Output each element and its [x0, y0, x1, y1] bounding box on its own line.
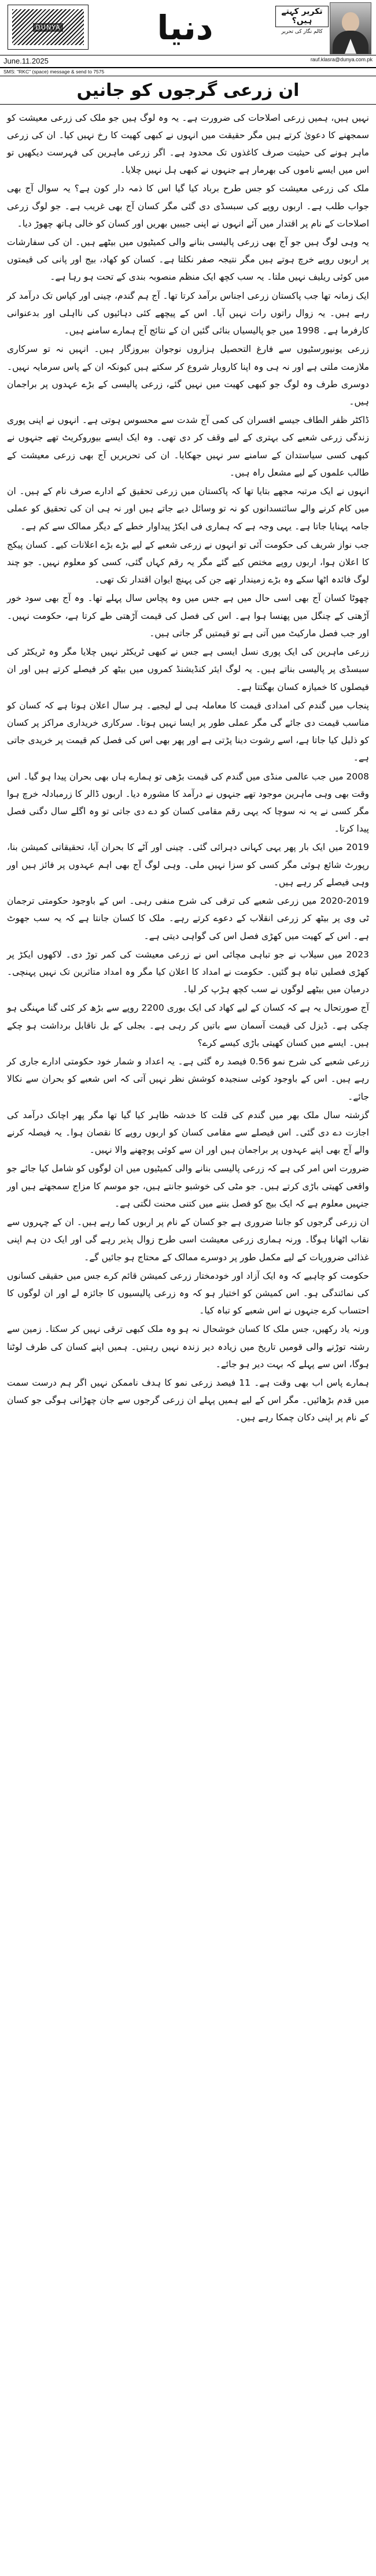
article-paragraph: زرعی یونیورسٹیوں سے فارغ التحصیل ہزاروں نوجوان بیروزگار ہیں۔ انہیں نہ تو سرکاری ملازمت ملتی ہے اور نہ ہی وہ اپنا کاروبار شروع کر سکتے ہیں کیونکہ ان کے پاس سرمایہ نہیں۔ دوسری طرف وہ لوگ جو کبھی کھیت میں نہیں گئے، زرعی پالیسی کے بڑے عہدوں پر براجمان ہیں۔: [7, 344, 369, 407]
masthead: [0, 0, 376, 55]
article-paragraph: زرعی شعبے کی شرح نمو 0.56 فیصد رہ گئی ہے۔ یہ اعداد و شمار خود حکومتی ادارے جاری کر رہے ہیں۔ اس کے باوجود کوئی سنجیدہ کوشش نظر نہیں آتی کہ اس شعبے کو بحران سے نکالا جائے۔: [7, 1056, 369, 1102]
article-paragraph: ایک زمانہ تھا جب پاکستان زرعی اجناس برآمد کرتا تھا۔ آج ہم گندم، چینی اور کپاس تک درآمد کر رہے ہیں۔ یہ زوال راتوں رات نہیں آیا۔ اس کے پیچھے کئی دہائیوں کی نااہلی اور بدعنوانی کارفرما ہے۔ 1998 میں جو پالیسیاں بنائی گئیں ان کے نتائج آج ہمارے سامنے ہیں۔: [7, 290, 369, 336]
article-paragraph: یہ وہی لوگ ہیں جو آج بھی زرعی پالیسی بنانے والی کمیٹیوں میں بیٹھے ہیں۔ ان کی سفارشات پر اربوں روپے خرچ ہوتے ہیں مگر نتیجہ صفر نکلتا ہے۔ کسان کو کھاد، بیج اور پانی کی قیمتوں میں کوئی ریلیف نہیں ملتا۔ یہ سب کچھ ایک منظم منصوبہ بندی کے تحت ہو رہا ہے۔: [7, 237, 369, 283]
author-photo: [330, 2, 371, 54]
article-paragraph: گزشتہ سال ملک بھر میں گندم کی قلت کا خدشہ ظاہر کیا گیا تھا مگر پھر اچانک درآمد کی اجازت دے دی گئی۔ اس فیصلے سے مقامی کسان کو اربوں روپے کا نقصان ہوا۔ یہ فیصلہ کرنے والے آج بھی اپنے عہدوں پر براجمان ہیں اور ان سے کوئی پوچھنے والا نہیں۔: [7, 1109, 369, 1156]
article-paragraph: ورنہ یاد رکھیں، جس ملک کا کسان خوشحال نہ ہو وہ ملک کبھی ترقی نہیں کر سکتا۔ زمین سے رشتہ توڑنے والی قومیں تاریخ میں زیادہ دیر زندہ نہیں رہتیں۔ ہمیں اپنے کسان کی طرف لوٹنا ہوگا، اس سے پہلے کہ بہت دیر ہو جائے۔: [7, 1324, 369, 1369]
article-paragraph: آج صورتحال یہ ہے کہ کسان کے لیے کھاد کی ایک بوری 2200 روپے سے بڑھ کر کئی گنا مہنگی ہو چکی ہے۔ ڈیزل کی قیمت آسمان سے باتیں کر رہی ہے۔ بجلی کے بل ناقابل برداشت ہو چکے ہیں۔ ایسے میں کسان کھیتی باڑی کیسے کرے؟: [7, 1003, 369, 1048]
article-paragraph: ان زرعی گرجوں کو جاننا ضروری ہے جو کسان کے نام پر اربوں کما رہے ہیں۔ ان کے چہروں سے نقاب اٹھانا ہوگا۔ ورنہ ہماری زرعی معیشت اسی طرح زوال پذیر رہے گی اور ایک دن ہم اپنی غذائی ضروریات کے لیے مکمل طور پر دوسرے ممالک کے محتاج ہو جائیں گے۔: [7, 1217, 369, 1263]
publication-logo-graphic: [12, 9, 84, 45]
sms-instruction: SMS: "RKC" (space) message & send to 7575: [0, 68, 376, 76]
author-photo-head: [342, 12, 359, 32]
masthead-author-area: [272, 1, 374, 54]
article-paragraph: 2019 میں ایک بار پھر یہی کہانی دہرائی گئی۔ چینی اور آٹے کا بحران آیا، تحقیقاتی کمیشن بنا، رپورٹ شائع ہوئی مگر کسی کو سزا نہیں ملی۔ وہی لوگ آج بھی اہم عہدوں پر فائز ہیں اور وہی فیصلے کر رہے ہیں۔: [7, 842, 369, 888]
article-paragraph: 2020-2019 میں زرعی شعبے کی ترقی کی شرح منفی رہی۔ اس کے باوجود حکومتی ترجمان ٹی وی پر بیٹھ کر زرعی انقلاب کے دعوے کرتے رہے۔ ملک کا کسان جانتا ہے کہ یہ سب جھوٹ ہے۔ اس کے کھیت میں کھڑی فصل اس کی گواہی دیتی ہے۔: [7, 896, 369, 941]
column-badge-sub: کالم نگار کی تحریر: [281, 29, 323, 35]
masthead-title-area: [98, 1, 272, 54]
page-title: ان زرعی گرجوں کو جانیں: [0, 76, 376, 105]
masthead-logo-area: [5, 2, 91, 52]
publication-logo-text: DUNYA: [33, 23, 62, 32]
article-paragraph: پنجاب میں گندم کی امدادی قیمت کا معاملہ ہی لے لیجیے۔ ہر سال اعلان ہوتا ہے کہ کسان کو مناسب قیمت دی جائے گی مگر عملی طور پر ایسا نہیں ہوتا۔ سرکاری خریداری مراکز پر کسان کو ذلیل کیا جاتا ہے، اسے رشوت دینا پڑتی ہے اور پھر بھی اس کی فصل کم قیمت پر خریدی جاتی ہے۔: [7, 700, 369, 763]
article-paragraph: ملک کی زرعی معیشت کو جس طرح برباد کیا گیا اس کا ذمہ دار کون ہے؟ یہ سوال آج بھی جواب طلب ہے۔ اربوں روپے کی سبسڈی دی گئی مگر کسان آج بھی غریب ہے۔ جو لوگ زرعی اصلاحات کے نام پر اقتدار میں آئے انہوں نے اپنی جیبیں بھریں اور کسان کو خالی ہاتھ چھوڑ دیا۔: [7, 183, 369, 229]
column-badge-box: [275, 6, 329, 35]
article-paragraph: ضرورت اس امر کی ہے کہ زرعی پالیسی بنانے والی کمیٹیوں میں ان لوگوں کو شامل کیا جائے جو واقعی کھیتی باڑی کرتے ہیں۔ جو مٹی کی خوشبو جانتے ہیں، جو موسم کا مزاج سمجھتے ہیں اور جنہیں معلوم ہے کہ ایک بیج کو فصل بننے میں کتنی محنت لگتی ہے۔: [7, 1163, 369, 1209]
publication-date: June.11.2025: [3, 57, 49, 65]
contact-block: [311, 57, 373, 62]
article-paragraph: 2008 میں جب عالمی منڈی میں گندم کی قیمت بڑھی تو ہمارے ہاں بھی بحران پیدا ہو گیا۔ اس وقت بھی وہی ماہرین موجود تھے جنہوں نے درآمد کا مشورہ دیا۔ اربوں ڈالر کا زرمبادلہ خرچ ہوا مگر کسی نے یہ نہ سوچا کہ یہی رقم مقامی کسان کو دے دی جاتی تو وہ اگلے سال دگنی فصل پیدا کرتا۔: [7, 771, 369, 834]
article-paragraph: چھوٹا کسان آج بھی اسی حال میں ہے جس میں وہ پچاس سال پہلے تھا۔ وہ آج بھی سود خور آڑھتی کے چنگل میں پھنسا ہوا ہے۔ اس کی فصل کی قیمت آڑھتی طے کرتا ہے، حکومت نہیں۔ اور جب فصل مارکیٹ میں آتی ہے تو قیمتیں گر جاتی ہیں۔: [7, 593, 369, 639]
article-paragraph: جب نواز شریف کی حکومت آئی تو انہوں نے زرعی شعبے کے لیے بڑے بڑے اعلانات کیے۔ کسان پیکج کا اعلان ہوا، اربوں روپے مختص کیے گئے مگر یہ رقم کہاں گئی، کسی کو معلوم نہیں۔ جو چند لوگ فائدہ اٹھا سکے وہ بڑے زمیندار تھے جن کی پہنچ ایوان اقتدار تک تھی۔: [7, 539, 369, 585]
publication-name: دنیا: [157, 8, 213, 47]
author-email[interactable]: rauf.klasra@dunya.com.pk: [310, 57, 373, 62]
article-paragraph: زرعی ماہرین کی ایک پوری نسل ایسی ہے جس نے کبھی ٹریکٹر نہیں چلایا مگر وہ ٹریکٹر کی سبسڈی پر پالیسی بناتے ہیں۔ یہ لوگ ایئر کنڈیشنڈ کمروں میں بیٹھ کر فیصلے کرتے ہیں اور ان فیصلوں کا خمیازہ کسان بھگتتا ہے۔: [7, 647, 369, 692]
publication-logo-box: [8, 5, 89, 50]
article-paragraph: 2023 میں سیلاب نے جو تباہی مچائی اس نے زرعی معیشت کی کمر توڑ دی۔ لاکھوں ایکڑ پر کھڑی فصلیں تباہ ہو گئیں۔ حکومت نے امداد کا اعلان کیا مگر وہ امداد متاثرین تک نہیں پہنچی۔ درمیان میں بیٹھے لوگوں نے سب کچھ ہڑپ کر لیا۔: [7, 949, 369, 995]
article-paragraph: انہوں نے ایک مرتبہ مجھے بتایا تھا کہ پاکستان میں زرعی تحقیق کے ادارے صرف نام کے ہیں۔ ان میں کام کرنے والے سائنسدانوں کو نہ تو وسائل دیے جاتے ہیں اور نہ ہی ان کی تحقیق کو عملی جامہ پہنایا جاتا ہے۔ یہی وجہ ہے کہ ہماری فی ایکڑ پیداوار خطے کے دیگر ممالک سے کم ہے۔: [7, 486, 369, 532]
article-paragraph: نہیں ہیں، ہمیں زرعی اصلاحات کی ضرورت ہے۔ یہ وہ لوگ ہیں جو ملک کی زرعی معیشت کو سمجھنے کا دعویٰ کرتے ہیں مگر حقیقت میں انہوں نے کبھی کھیت کا رخ نہیں کیا۔ ان کی زرعی ماہر ہونے کی حیثیت صرف کاغذوں تک محدود ہے۔ اگر زرعی ماہرین کی فہرست دیکھیں تو اس میں ایسے ناموں کی بھرمار ہے جنہوں نے کبھی ہل نہیں چلایا۔: [7, 112, 369, 176]
article-paragraph: ہمارے پاس اب بھی وقت ہے۔ 11 فیصد زرعی نمو کا ہدف ناممکن نہیں اگر ہم درست سمت میں قدم بڑھائیں۔ مگر اس کے لیے ہمیں پہلے ان زرعی گرجوں سے جان چھڑانی ہوگی جو کسان کے نام پر اپنی دکان چمکا رہے ہیں۔: [7, 1378, 369, 1423]
info-bar: [0, 55, 376, 68]
column-badge-label: تکریر کہتے ہیں؟: [275, 6, 329, 27]
article-paragraph: ڈاکٹر ظفر الطاف جیسے افسران کی کمی آج شدت سے محسوس ہوتی ہے۔ انہوں نے اپنی پوری زندگی زرعی شعبے کی بہتری کے لیے وقف کر دی تھی۔ وہ ایک ایسے بیوروکریٹ تھے جنہوں نے کبھی کسی سیاستدان کے سامنے سر نہیں جھکایا۔ ان کی تحریریں آج بھی زرعی معیشت کے طالب علموں کے لیے مشعل راہ ہیں۔: [7, 415, 369, 478]
article-body: [0, 105, 376, 1438]
article-paragraph: حکومت کو چاہیے کہ وہ ایک آزاد اور خودمختار زرعی کمیشن قائم کرے جس میں حقیقی کسانوں کی نمائندگی ہو۔ اس کمیشن کو اختیار ہو کہ وہ زرعی پالیسیوں کا جائزہ لے اور ان لوگوں کا احتساب کرے جنہوں نے اس شعبے کو تباہ کیا۔: [7, 1270, 369, 1316]
